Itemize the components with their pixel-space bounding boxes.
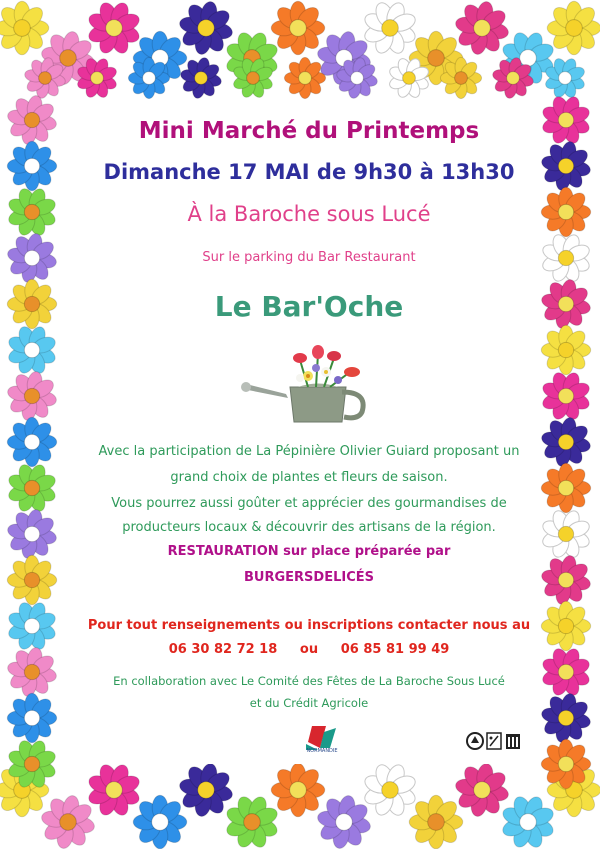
collaboration-line-1: En collaboration avec Le Comité des Fêtes de La Baroche Sous Lucé [113,674,505,688]
flower [6,186,57,237]
flower [7,417,56,466]
flower [540,646,591,697]
parking-note: Sur le parking du Bar Restaurant [202,250,416,265]
flower [540,370,591,421]
description-line-4: producteurs locaux & découvrir des artisans de la région. [122,520,496,535]
flower [6,462,57,513]
event-location: À la Baroche sous Lucé [187,202,431,226]
bin-icon [506,734,520,749]
contact-phones: 06 30 82 72 18 ou 06 85 81 99 49 [168,642,450,657]
flower [541,601,590,650]
flower [440,57,481,98]
poster-panel [78,104,540,764]
flower [540,94,591,145]
flower [6,370,57,421]
flower [178,762,234,818]
flower [133,795,187,849]
flower [6,324,57,375]
flower [128,57,169,98]
flower [541,463,590,512]
flower [40,794,96,849]
flower [86,762,141,817]
flower [271,763,325,817]
flower [362,0,417,55]
flower [454,762,510,818]
credit-agricole-caption: NORMANDIE [306,748,338,754]
flower [7,141,56,190]
flower [540,140,591,191]
flower [6,94,57,145]
flower [7,693,56,742]
flower [454,0,510,56]
flower [284,57,325,98]
collaboration-line-2: et du Crédit Agricole [249,696,369,710]
flower [7,279,56,328]
description-line-2: grand choix de plantes et fleurs de saison. [170,470,448,485]
flower [362,762,417,817]
flower [86,0,141,55]
flower [541,187,590,236]
restauration-line-1: RESTAURATION sur place préparée par [167,544,451,559]
flower [540,416,591,467]
flower [540,232,591,283]
flower [541,739,590,788]
flower [540,554,591,605]
flower [500,794,555,849]
flower [224,794,279,849]
no-litter-icon [487,733,501,749]
poster-title: Mini Marché du Printemps [138,118,480,144]
description-line-1: Avec la participation de La Pépinière Olivier Guiard proposant un [98,444,520,459]
flower [540,508,591,559]
bar-name: Le Bar'Oche [214,290,404,323]
flower [180,57,223,100]
flower [540,278,591,329]
flower [316,794,372,849]
flower [178,0,234,56]
event-date: Dimanche 17 MAI de 9h30 à 13h30 [103,160,515,184]
flower [540,692,591,743]
flower [547,1,600,55]
flower [0,1,49,55]
recycle-icon [467,733,483,749]
flower [409,795,463,849]
watering-can-illustration [238,342,388,427]
flower [541,325,590,374]
flower [7,555,56,604]
flower [6,646,57,697]
restauration-line-2: BURGERSDELICÉS [244,570,374,585]
flower [6,600,57,651]
contact-line: Pour tout renseignements ou inscriptions contacter nous au [87,618,531,633]
eco-icons [466,730,522,752]
flower [6,508,57,559]
flower [271,1,325,55]
flower [6,232,57,283]
description-line-3: Vous pourrez aussi goûter et apprécier des gourmandises de [111,496,507,511]
